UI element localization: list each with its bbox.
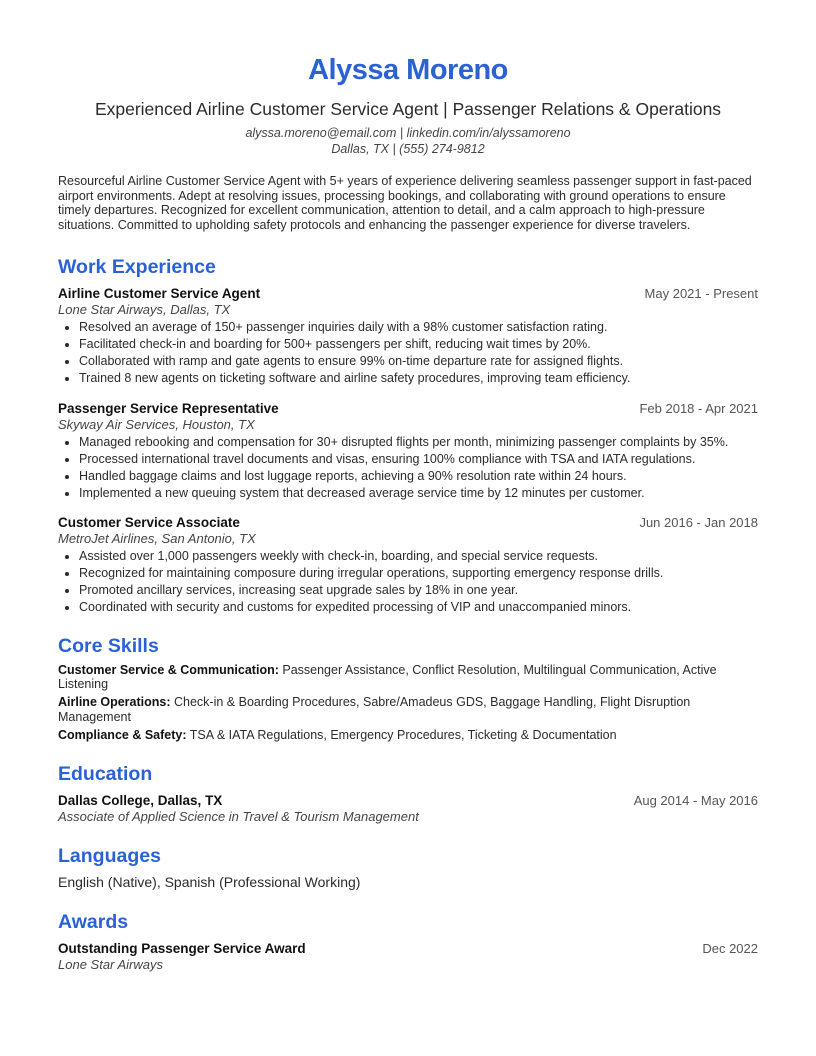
bullet-item: • Collaborated with ramp and gate agents to ensure 99% on-time departure rate for assigned flights.	[79, 354, 758, 369]
job-dates: Feb 2018 - Apr 2021	[639, 400, 758, 416]
bullet-item: • Handled baggage claims and lost luggage reports, achieving a 90% resolution rate within 24 hours.	[79, 469, 758, 484]
section-title-skills: Core Skills	[58, 634, 159, 657]
summary: Resourceful Airline Customer Service Agent with 5+ years of experience delivering seamless passenger support in fast-paced airport environments. Adept at resolving issues, processing bookings, and collaborating with ground operations to ensure timely departures. Recognized for excellent communication, attention to detail, and a calm approach to high-pressure situations. Committed to upholding safety protocols and enhancing the passenger experience for diverse travelers.	[58, 174, 752, 232]
bullet-item: • Promoted ancillary services, increasing seat upgrade sales by 18% in one year.	[79, 583, 758, 598]
languages-list: English (Native), Spanish (Professional Working)	[58, 874, 361, 891]
bullet-item: • Managed rebooking and compensation for 30+ disrupted flights per month, minimizing passenger complaints by 35%.	[79, 435, 758, 450]
bullet-item: • Coordinated with security and customs for expedited processing of VIP and unaccompanied minors.	[79, 600, 758, 615]
headline: Experienced Airline Customer Service Agent | Passenger Relations & Operations	[94, 99, 722, 119]
resume-page	[58, 52, 758, 973]
job-bullets	[58, 320, 758, 386]
job-bullets	[58, 435, 758, 501]
skill-values: TSA & IATA Regulations, Emergency Procedures, Ticketing & Documentation	[186, 727, 617, 742]
contact-line-email-linkedin: alyssa.moreno@email.com | linkedin.com/in/alyssamoreno	[245, 126, 571, 140]
school-name: Dallas College, Dallas, TX	[58, 793, 223, 809]
bullet-item: • Facilitated check-in and boarding for 500+ passengers per shift, reducing wait times by 20%.	[79, 337, 758, 352]
job-company: Lone Star Airways, Dallas, TX	[58, 302, 231, 318]
bullet-item: • Resolved an average of 150+ passenger inquiries daily with a 98% customer satisfaction rating.	[79, 320, 758, 335]
job-company: MetroJet Airlines, San Antonio, TX	[58, 531, 256, 547]
job-dates: Jun 2016 - Jan 2018	[639, 515, 758, 531]
skill-line	[58, 728, 758, 743]
education-entry	[58, 793, 758, 825]
job-title: Passenger Service Representative	[58, 400, 279, 416]
skill-category: Airline Operations:	[58, 695, 171, 710]
education-dates: Aug 2014 - May 2016	[633, 793, 758, 809]
skill-values: Passenger Assistance, Conflict Resolution, Multilingual Communication, Active Listening	[58, 662, 717, 692]
section-title-work: Work Experience	[58, 256, 216, 279]
job-entry	[58, 286, 758, 386]
section-title-languages: Languages	[58, 845, 161, 868]
job-bullets	[58, 549, 758, 615]
award-date: Dec 2022	[702, 941, 758, 957]
contact-line-location-phone: Dallas, TX | (555) 274-9812	[331, 141, 485, 156]
candidate-name: Alyssa Moreno	[308, 54, 508, 86]
skill-line	[58, 663, 758, 692]
job-title: Airline Customer Service Agent	[58, 286, 261, 302]
job-title: Customer Service Associate	[58, 515, 240, 531]
section-title-awards: Awards	[58, 911, 129, 934]
job-dates: May 2021 - Present	[644, 286, 758, 302]
job-company: Skyway Air Services, Houston, TX	[58, 416, 255, 432]
job-entry	[58, 515, 758, 615]
skill-category: Customer Service & Communication:	[58, 662, 279, 677]
skills-list	[58, 663, 758, 743]
skill-category: Compliance & Safety:	[58, 727, 187, 742]
bullet-item: • Assisted over 1,000 passengers weekly with check-in, boarding, and special service requests.	[79, 549, 758, 564]
bullet-item: • Trained 8 new agents on ticketing software and airline safety procedures, improving team efficiency.	[79, 371, 758, 386]
award-entry	[58, 941, 758, 973]
job-entry	[58, 401, 758, 501]
skill-line	[58, 695, 758, 724]
bullet-item: • Implemented a new queuing system that decreased average service time by 12 minutes per customer.	[79, 486, 758, 501]
bullet-item: • Recognized for maintaining composure during irregular operations, supporting emergency response drills.	[79, 566, 758, 581]
contact-info	[58, 126, 758, 157]
skill-values: Check-in & Boarding Procedures, Sabre/Amadeus GDS, Baggage Handling, Flight Disruption Management	[58, 695, 691, 724]
award-organization: Lone Star Airways	[58, 957, 164, 973]
award-title: Outstanding Passenger Service Award	[58, 941, 306, 957]
section-title-education: Education	[58, 763, 153, 786]
bullet-item: • Processed international travel documents and visas, ensuring 100% compliance with TSA and IATA regulations.	[79, 452, 758, 467]
degree: Associate of Applied Science in Travel & Tourism Management	[58, 809, 419, 825]
